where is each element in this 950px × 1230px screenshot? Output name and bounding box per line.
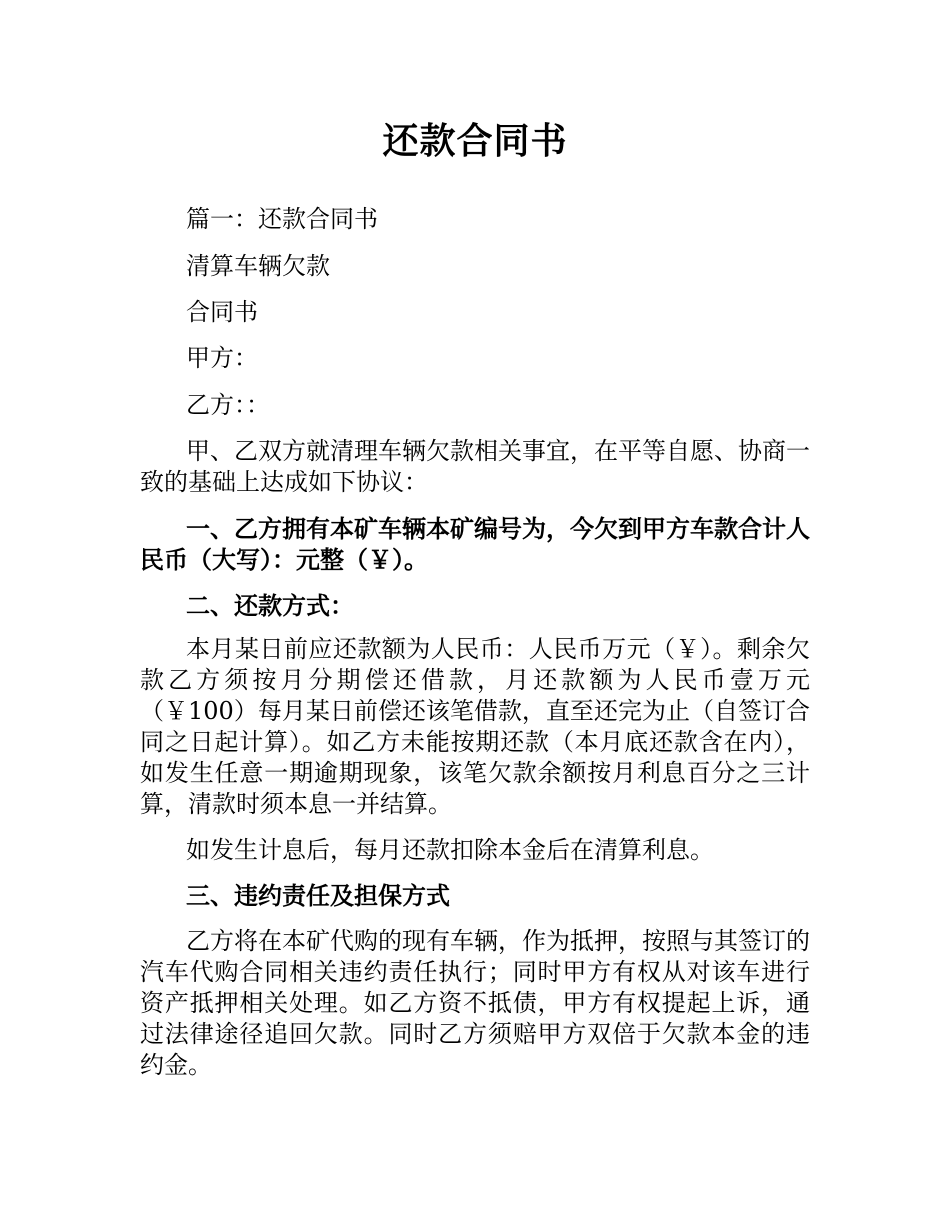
paragraph-contract-label: 合同书 (186, 298, 258, 326)
section-heading: 篇一：还款合同书 (186, 205, 378, 233)
party-b-line: 乙方：： (186, 391, 270, 419)
clause-three-heading: 三、违约责任及担保方式 (186, 881, 450, 910)
clause-two-heading: 二、还款方式： (186, 591, 354, 620)
paragraph-liability-terms: 乙方将在本矿代购的现有车辆，作为抵押，按照与其签订的汽车代购合同相关违约责任执行；同时甲方有权从对该车进行资产抵押相关处理。如乙方资不抵债，甲方有权提起上诉，通过法律途径追回欠款。同时乙方须赔甲方双倍于欠款本金的违约金。 (140, 927, 810, 1079)
document-title: 还款合同书 (382, 120, 568, 162)
paragraph-repayment-terms: 本月某日前应还款额为人民币：人民币万元（￥）。剩余欠款乙方须按月分期偿还借款，月还款额为人民币壹万元（￥100）每月某日前偿还该笔借款，直至还完为止（自签订合同之日起计算）。如乙方未能按期还款（本月底还款含在内），如发生任意一期逾期现象，该笔欠款余额按月利息百分之三计算，清款时须本息一并结算。 (140, 635, 810, 818)
paragraph-agreement-intro: 甲、乙双方就清理车辆欠款相关事宜，在平等自愿、协商一致的基础上达成如下协议： (140, 437, 810, 496)
paragraph-subject: 清算车辆欠款 (186, 252, 330, 280)
party-a-line: 甲方： (186, 344, 258, 372)
clause-one: 一、乙方拥有本矿车辆本矿编号为，今欠到甲方车款合计人民币（大写）：元整（￥）。 (140, 514, 810, 574)
paragraph-interest-note: 如发生计息后，每月还款扣除本金后在清算利息。 (186, 836, 714, 864)
